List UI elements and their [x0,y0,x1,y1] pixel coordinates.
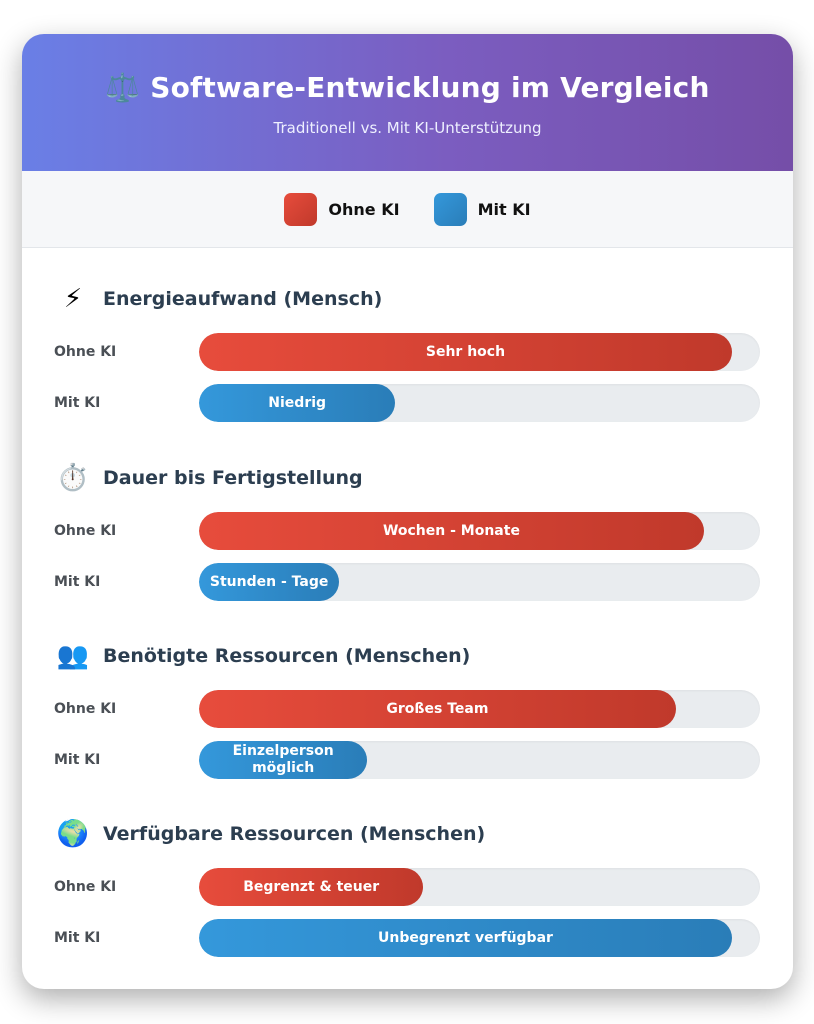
stopwatch-icon: ⏱️ [56,463,90,493]
section-title: Verfügbare Ressourcen (Menschen) [103,823,486,845]
legend-label: Ohne KI [328,199,400,219]
legend-label: Mit KI [477,199,531,219]
page-subtitle: Traditionell vs. Mit KI-Unterstützung [273,119,542,137]
bar-row [22,868,793,906]
lightning-icon: ⚡ [63,284,83,314]
bar-fill: Begrenzt & teuer [199,868,423,906]
bar-track [199,690,760,728]
bar-fill: Stunden - Tage [199,563,339,601]
legend-swatch-blue [434,193,467,226]
bar-row [22,919,793,957]
bar-fill: Unbegrenzt verfügbar [199,919,732,957]
bar-track [199,868,760,906]
legend [22,171,793,248]
bar-track [199,333,760,371]
balance-scale-icon: ⚖️ [105,71,141,104]
bar-row-label: Ohne KI [54,701,117,717]
section-title: Energieaufwand (Mensch) [103,288,383,310]
section-header [55,816,485,852]
section-header [55,281,382,317]
bar-row-label: Mit KI [54,930,101,946]
bar-row [22,512,793,550]
people-icon: 👥 [56,641,90,671]
section-title: Dauer bis Fertigstellung [103,467,363,489]
bar-fill: Sehr hoch [199,333,732,371]
bar-row-label: Mit KI [54,574,101,590]
title-row [22,34,793,105]
legend-item-mit-ki [434,193,531,226]
bar-fill: Einzelperson möglich [199,741,367,779]
bar-track [199,512,760,550]
bar-row-label: Mit KI [54,395,101,411]
bar-row-label: Ohne KI [54,344,117,360]
page-title: Software-Entwicklung im Vergleich [150,71,710,104]
section-header [55,460,363,496]
bar-track [199,741,760,779]
bar-fill: Niedrig [199,384,395,422]
bar-track [199,384,760,422]
bar-row [22,563,793,601]
bar-track [199,563,760,601]
section-title: Benötigte Ressourcen (Menschen) [103,645,471,667]
bar-fill: Großes Team [199,690,676,728]
bar-row [22,333,793,371]
bar-row-label: Ohne KI [54,523,117,539]
section-header [55,638,470,674]
bar-fill: Wochen - Monate [199,512,704,550]
bar-track [199,919,760,957]
bar-row [22,384,793,422]
bar-row [22,741,793,779]
bar-row-label: Mit KI [54,752,101,768]
legend-item-ohne-ki [284,193,399,226]
bar-row-label: Ohne KI [54,879,117,895]
globe-icon: 🌍 [56,819,90,849]
header [22,34,793,171]
comparison-card [22,34,793,989]
bar-row [22,690,793,728]
legend-swatch-red [284,193,317,226]
